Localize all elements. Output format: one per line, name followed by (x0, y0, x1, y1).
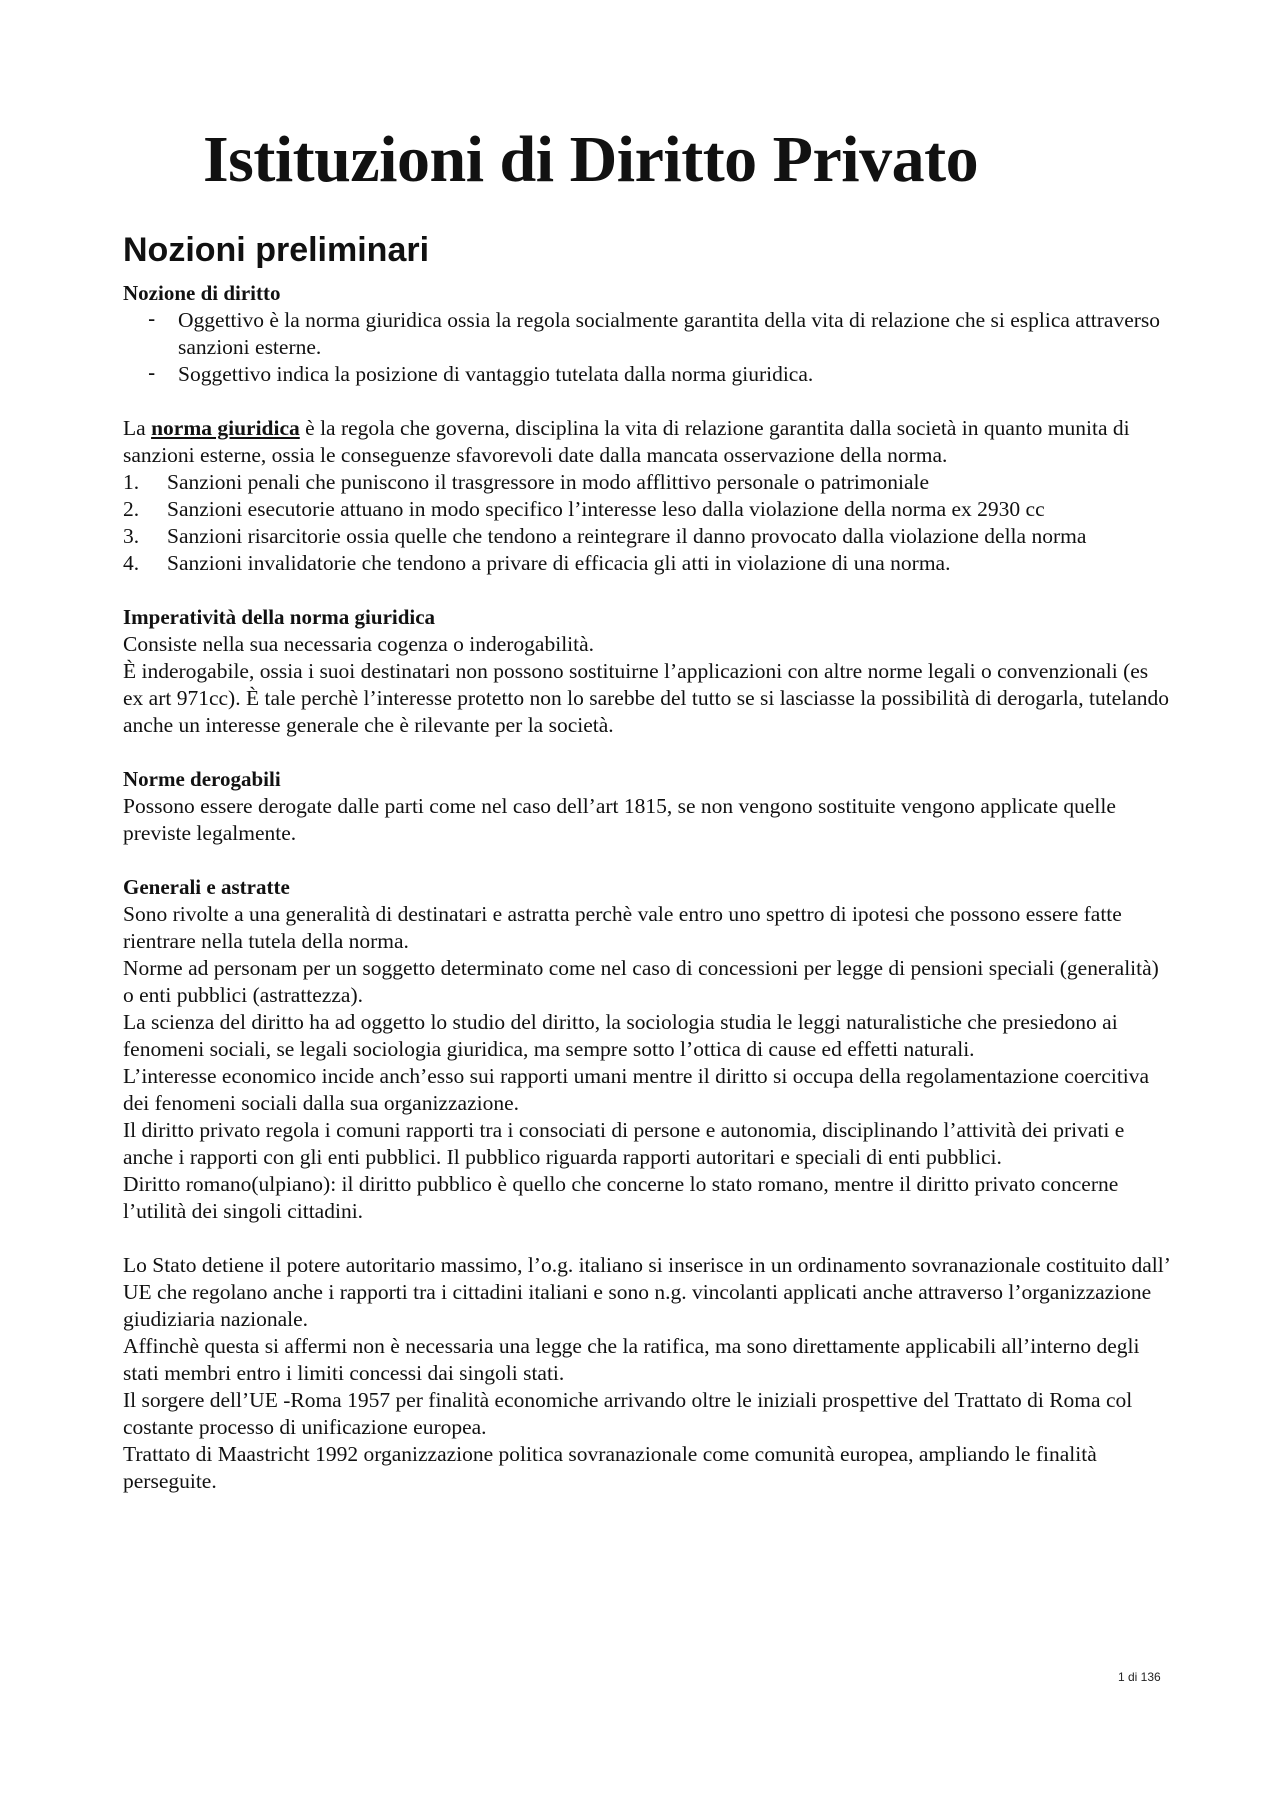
paragraph: Diritto romano(ulpiano): il diritto pubblico è quello che concerne lo stato romano, mentre il diritto privato concerne l’utilità dei singoli cittadini. (123, 1172, 1119, 1223)
paragraph: Consiste nella sua necessaria cogenza o inderogabilità. (123, 632, 595, 656)
subheading-generali: Generali e astratte (123, 875, 290, 899)
subheading-derogabili: Norme derogabili (123, 767, 281, 791)
list-item: - Soggettivo indica la posizione di vantaggio tutelata dalla norma giuridica. (178, 361, 1173, 388)
list-item: 3. Sanzioni risarcitorie ossia quelle che tendono a reintegrare il danno provocato dalla violazione della norma (123, 524, 1087, 548)
page-number: 1 di 136 (1118, 1670, 1161, 1684)
numbered-list (123, 469, 1173, 577)
section-heading: Nozioni preliminari (123, 231, 430, 269)
paragraph: Affinchè questa si affermi non è necessaria una legge che la ratifica, ma sono direttamente applicabili all’interno degli stati membri entro i limiti concessi dai singoli stati. (123, 1334, 1140, 1385)
subheading-imperativita: Imperatività della norma giuridica (123, 605, 436, 629)
list-item: 1. Sanzioni penali che puniscono il trasgressore in modo afflittivo personale o patrimoniale (123, 470, 930, 494)
paragraph: È inderogabile, ossia i suoi destinatari non possono sostituirne l’applicazioni con altre norme legali o convenzionali (es ex art 971cc). È tale perchè l’interesse protetto non lo sarebbe del tutto se si lasciasse la possibilità di derogarla, tutelando anche un interesse generale che è rilevante per la società. (123, 659, 1169, 737)
list-item: - Oggettivo è la norma giuridica ossia la regola socialmente garantita della vita di relazione che si esplica attraverso sanzioni esterne. (178, 307, 1173, 361)
paragraph: Il diritto privato regola i comuni rapporti tra i consociati di persone e autonomia, disciplinando l’attività dei privati e anche i rapporti con gli enti pubblici. Il pubblico riguarda rapporti autoritari e speciali di enti pubblici. (123, 1118, 1125, 1169)
paragraph: Trattato di Maastricht 1992 organizzazione politica sovranazionale come comunità europea, ampliando le finalità perseguite. (123, 1442, 1097, 1493)
paragraph: Possono essere derogate dalle parti come nel caso dell’art 1815, se non vengono sostituite vengono applicate quelle previste legalmente. (123, 794, 1116, 845)
paragraph: Norme ad personam per un soggetto determinato come nel caso di concessioni per legge di pensioni speciali (generalità) o enti pubblici (astrattezza). (123, 956, 1159, 1007)
list-item: 4. Sanzioni invalidatorie che tendono a privare di efficacia gli atti in violazione di una norma. (123, 551, 951, 575)
paragraph: La scienza del diritto ha ad oggetto lo studio del diritto, la sociologia studia le leggi naturalistiche che presiedono ai fenomeni sociali, se legali sociologia giuridica, ma sempre sotto l’ottica di cause ed effetti naturali. (123, 1010, 1118, 1061)
dash-list (123, 307, 1173, 388)
paragraph-norma: La norma giuridica è la regola che governa, disciplina la vita di relazione garantita dalla società in quanto munita di sanzioni esterne, ossia le conseguenze sfavorevoli date dalla mancata osservazione della norma. (123, 416, 1130, 467)
paragraph: Il sorgere dell’UE -Roma 1957 per finalità economiche arrivando oltre le iniziali prospettive del Trattato di Roma col costante processo di unificazione europea. (123, 1388, 1133, 1439)
paragraph: Sono rivolte a una generalità di destinatari e astratta perchè vale entro uno spettro di ipotesi che possono essere fatte rientrare nella tutela della norma. (123, 902, 1122, 953)
document-title: Istituzioni di Diritto Privato (203, 123, 979, 196)
subheading-nozione: Nozione di diritto (123, 281, 281, 305)
document-body (123, 226, 1173, 1495)
paragraph: Lo Stato detiene il potere autoritario massimo, l’o.g. italiano si inserisce in un ordinamento sovranazionale costituito dall’ UE che regolano anche i rapporti tra i cittadini italiani e sono n.g. vincolanti applicati anche attraverso l’organizzazione giudiziaria nazionale. (123, 1253, 1170, 1331)
underlined-term: norma giuridica (151, 416, 300, 440)
list-item: 2. Sanzioni esecutorie attuano in modo specifico l’interesse leso dalla violazione della norma ex 2930 cc (123, 497, 1045, 521)
paragraph: L’interesse economico incide anch’esso sui rapporti umani mentre il diritto si occupa della regolamentazione coercitiva dei fenomeni sociali dalla sua organizzazione. (123, 1064, 1150, 1115)
